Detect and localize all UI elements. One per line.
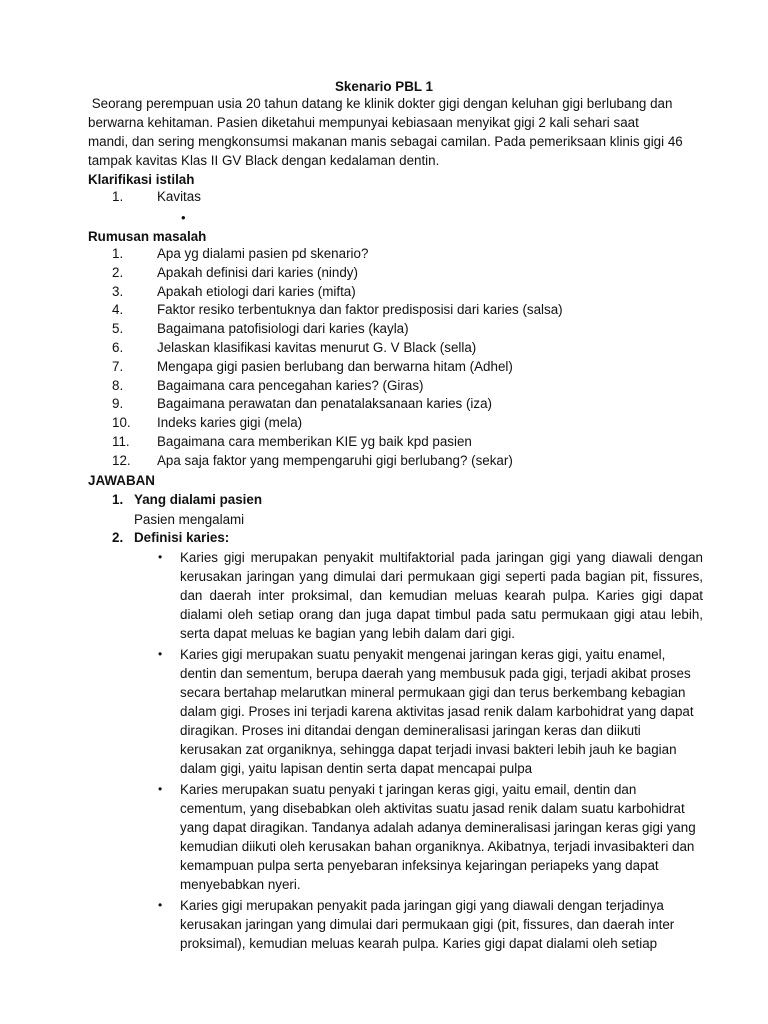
definition-item [158, 548, 703, 643]
answer-number: 2. [112, 530, 124, 545]
list-text: Apa saja faktor yang mempengaruhi gigi berlubang? (sekar) [157, 452, 513, 468]
list-text: Apakah definisi dari karies (nindy) [157, 264, 358, 280]
list-text: Mengapa gigi pasien berlubang dan berwarna hitam (Adhel) [157, 358, 513, 374]
list-text: Apakah etiologi dari karies (mifta) [157, 283, 356, 299]
scenario-line: tampak kavitas Klas II GV Black dengan kedalaman dentin. [88, 153, 440, 168]
bullet-dot: • [158, 647, 163, 661]
answer-title: Definisi karies: [134, 530, 230, 545]
list-text: Bagaimana cara pencegahan karies? (Giras) [157, 377, 424, 393]
answer-number: 1. [112, 492, 124, 507]
definition-item [158, 896, 703, 953]
list-number: 7. [112, 358, 124, 374]
scenario-paragraph [88, 94, 708, 170]
list-number: 9. [112, 396, 124, 412]
bullet-dot: • [158, 898, 163, 912]
list-number: 8. [112, 377, 124, 393]
definition-text: Karies gigi merupakan penyakit pada jaringan gigi yang diawali dengan terjadinya kerusakan jaringan yang dimulai dari permukaan gigi (pit, fissures, dan daerah inter proksimal), kemudian meluas kearah pulpa. Karies gigi dapat dialami oleh setiap [180, 898, 675, 951]
list-text: Faktor resiko terbentuknya dan faktor predisposisi dari karies (salsa) [157, 302, 563, 318]
bullet-dot: • [158, 782, 163, 796]
list-number: 5. [112, 321, 124, 337]
list-text: Kavitas [157, 189, 201, 204]
list-text: Bagaimana perawatan dan penatalaksanaan karies (iza) [157, 396, 492, 412]
definition-item [158, 780, 703, 894]
list-number: 10. [112, 415, 131, 431]
list-number: 12. [112, 452, 131, 468]
scenario-line: mandi, dan sering mengkonsumsi makanan manis sebagai camilan. Pada pemeriksaan klinis gigi 46 [88, 134, 683, 149]
definition-text: Karies gigi merupakan suatu penyakit mengenai jaringan keras gigi, yaitu enamel, dentin dan sementum, berupa daerah yang membusuk pada gigi, terjadi akibat proses secara bertahap melarutkan mineral permukaan gigi dan terus berkembang kebagian dalam gigi. Proses ini terjadi karena aktivitas jasad renik dalam karbohidrat yang dapat diragikan. Proses ini ditandai dengan demineralisasi jaringan keras dan diikuti kerusakan zat organiknya, sehingga dapat terjadi invasi bakteri lebih jauh ke bagian dalam gigi, yaitu lapisan dentin serta dapat mencapai pulpa [180, 647, 694, 776]
definition-list [158, 548, 703, 955]
list-text: Bagaimana cara memberikan KIE yg baik kpd pasien [157, 433, 472, 449]
jawaban-heading: JAWABAN [88, 473, 155, 488]
list-number: 2. [112, 264, 124, 280]
document-title: Skenario PBL 1 [335, 79, 433, 94]
bullet-dot: • [158, 550, 163, 564]
scenario-line: Seorang perempuan usia 20 tahun datang ke klinik dokter gigi dengan keluhan gigi berlubang dan [88, 96, 673, 111]
empty-bullet: • [181, 210, 186, 225]
list-text: Bagaimana patofisiologi dari karies (kayla) [157, 321, 409, 337]
answer-title: Yang dialami pasien [134, 492, 263, 507]
answer-2-heading [112, 528, 229, 547]
rumusan-heading: Rumusan masalah [88, 229, 207, 244]
klarifikasi-heading: Klarifikasi istilah [88, 172, 195, 187]
definition-text: Karies gigi merupakan penyakit multifaktorial pada jaringan gigi yang diawali dengan kerusakan jaringan yang dimulai dari permukaan gigi seperti pada bagian pit, fissures, dan daerah inter proksimal, dan kemudian meluas kearah pulpa. Karies gigi dapat dialami oleh setiap orang dan juga dapat timbul pada satu permukaan gigi atau lebih, serta dapat meluas ke bagian yang lebih dalam dari gigi. [180, 550, 703, 641]
list-text: Indeks karies gigi (mela) [157, 415, 303, 431]
answer-1-heading [112, 490, 262, 509]
list-number: 1. [112, 246, 124, 261]
list-number: 4. [112, 302, 124, 318]
list-text: Apa yg dialami pasien pd skenario? [157, 246, 369, 261]
answer-1-text: Pasien mengalami [134, 512, 245, 527]
list-number: 1. [112, 189, 124, 204]
list-number: 11. [112, 433, 130, 449]
definition-item [158, 645, 703, 778]
list-number: 6. [112, 339, 124, 355]
list-text: Jelaskan klasifikasi kavitas menurut G. V Black (sella) [157, 339, 477, 355]
definition-text: Karies merupakan suatu penyaki t jaringan keras gigi, yaitu email, dentin dan cementum, yang disebabkan oleh aktivitas suatu jasad renik dalam suatu karbohidrat yang dapat diragikan. Tandanya adalah adanya demineralisasi jaringan keras gigi yang kemudian diikuti oleh kerusakan bahan organiknya. Akibatnya, terjadi invasibakteri dan kemampuan pulpa serta penyebaran infeksinya kejaringan periapeks yang dapat menyebabkan nyeri. [180, 782, 696, 892]
list-number: 3. [112, 283, 124, 299]
scenario-line: berwarna kehitaman. Pasien diketahui mempunyai kebiasaan menyikat gigi 2 kali sehari saat [88, 115, 639, 130]
